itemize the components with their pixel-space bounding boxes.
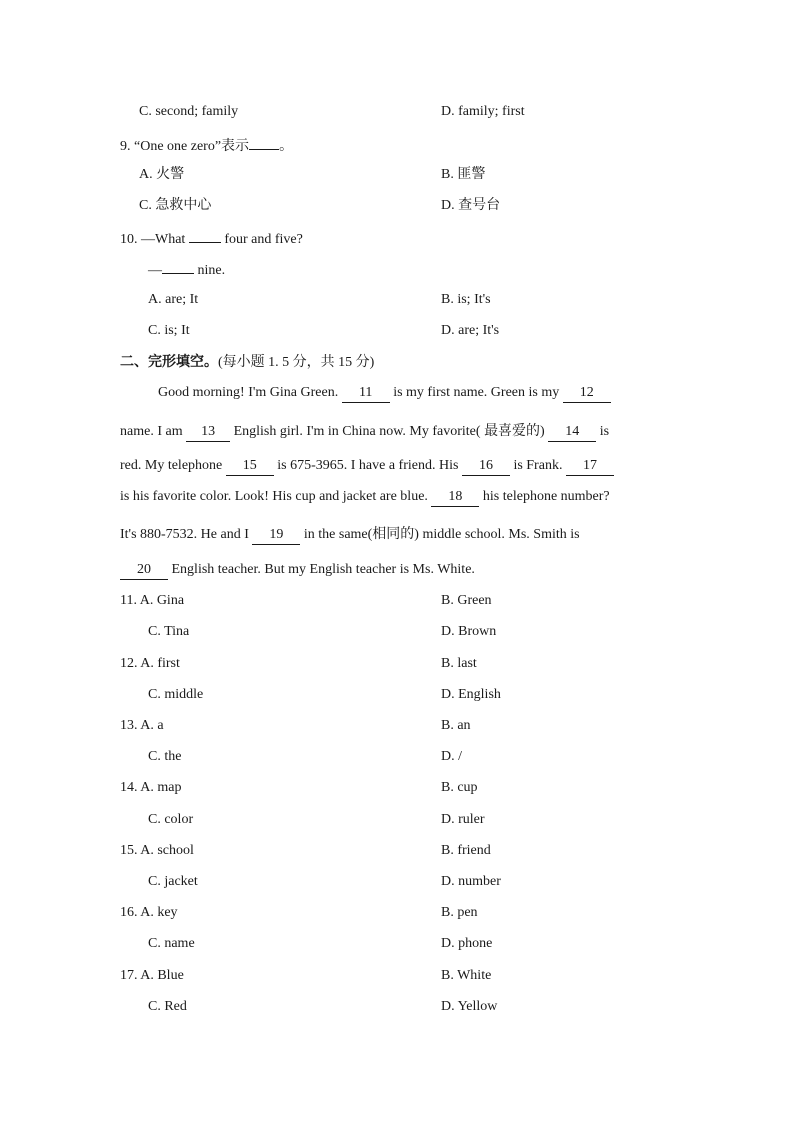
q10-option-a: A. are; It [148, 292, 199, 307]
q17-option-b: B. White [441, 968, 492, 983]
q10-stem-suffix: four and five? [220, 232, 303, 247]
passage-line-2 [120, 423, 609, 442]
q11-option-a: 11. A. Gina [120, 593, 185, 608]
q16-option-d: D. phone [441, 936, 493, 951]
cloze-blank-16: 16 [462, 457, 510, 476]
cloze-blank-15: 15 [226, 457, 274, 476]
q12-option-c: C. middle [148, 687, 204, 702]
section-title: 二、完形填空。 [120, 354, 218, 370]
q9-stem [120, 135, 293, 156]
q9-stem-suffix: 。 [279, 139, 294, 154]
q13-option-c: C. the [148, 749, 182, 764]
section-scoring-note: (每小题 1. 5 分，共 15 分) [218, 355, 375, 370]
passage-text: is 675-3965. I have a friend. His [273, 458, 462, 473]
q10-option-d: D. are; It's [441, 323, 500, 338]
q12-option-b: B. last [441, 656, 477, 671]
passage-line-4 [120, 488, 610, 507]
passage-text: Good morning! I'm Gina Green. [158, 385, 342, 400]
passage-text: in the same(相同的) middle school. Ms. Smith is [300, 527, 580, 542]
cloze-blank-12: 12 [563, 384, 611, 403]
q14-option-d: D. ruler [441, 812, 485, 827]
cloze-blank-13: 13 [186, 423, 230, 442]
q8-option-c: C. second; family [139, 104, 239, 119]
passage-text: his telephone number? [479, 489, 610, 504]
q10-answer-blank-1 [189, 228, 221, 243]
passage-text: red. My telephone [120, 458, 226, 473]
q15-option-c: C. jacket [148, 874, 198, 889]
q10-reply [148, 259, 225, 280]
q10-reply-suffix: nine. [194, 263, 226, 278]
q15-option-b: B. friend [441, 843, 491, 858]
q11-option-d: D. Brown [441, 624, 497, 639]
cloze-blank-20: 20 [120, 561, 168, 580]
passage-text: is [596, 424, 610, 439]
passage-line-1 [158, 384, 611, 403]
q10-stem [120, 228, 303, 249]
q17-option-c: C. Red [148, 999, 187, 1014]
q9-option-a: A. 火警 [139, 167, 185, 182]
q10-answer-blank-2 [162, 259, 194, 274]
passage-line-5 [120, 526, 580, 545]
q10-reply-prefix: — [148, 263, 162, 278]
q10-stem-prefix: 10. —What [120, 232, 189, 247]
q12-option-d: D. English [441, 687, 501, 702]
cloze-blank-18: 18 [431, 488, 479, 507]
q10-option-b: B. is; It's [441, 292, 491, 307]
q13-option-b: B. an [441, 718, 471, 733]
passage-text: is my first name. Green is my [389, 385, 563, 400]
passage-line-6 [120, 561, 475, 580]
passage-text: name. I am [120, 424, 187, 439]
q16-option-c: C. name [148, 936, 195, 951]
q14-option-b: B. cup [441, 780, 478, 795]
passage-text: English girl. I'm in China now. My favorite( 最喜爱的) [230, 424, 549, 439]
cloze-blank-14: 14 [548, 423, 596, 442]
q17-option-d: D. Yellow [441, 999, 498, 1014]
q12-option-a: 12. A. first [120, 656, 180, 671]
q14-option-a: 14. A. map [120, 780, 182, 795]
q11-option-b: B. Green [441, 593, 492, 608]
q8-option-d: D. family; first [441, 104, 525, 119]
q13-option-d: D. / [441, 749, 462, 764]
cloze-blank-17: 17 [566, 457, 614, 476]
q15-option-d: D. number [441, 874, 501, 889]
q16-option-a: 16. A. key [120, 905, 178, 920]
q16-option-b: B. pen [441, 905, 478, 920]
q10-option-c: C. is; It [148, 323, 190, 338]
passage-text: is his favorite color. Look! His cup and jacket are blue. [120, 489, 432, 504]
passage-text: English teacher. But my English teacher is Ms. White. [168, 562, 475, 577]
q9-option-d: D. 查号台 [441, 198, 501, 213]
q17-option-a: 17. A. Blue [120, 968, 184, 983]
passage-line-3 [120, 457, 614, 476]
section-heading [120, 353, 374, 372]
q11-option-c: C. Tina [148, 624, 190, 639]
q9-answer-blank [249, 135, 279, 150]
q9-option-c: C. 急救中心 [139, 198, 212, 213]
q9-stem-prefix: 9. “One one zero”表示 [120, 139, 250, 154]
q9-option-b: B. 匪警 [441, 167, 486, 182]
q15-option-a: 15. A. school [120, 843, 194, 858]
cloze-blank-19: 19 [252, 526, 300, 545]
q14-option-c: C. color [148, 812, 194, 827]
passage-text: It's 880-7532. He and I [120, 527, 253, 542]
cloze-blank-11: 11 [342, 384, 390, 403]
passage-text: is Frank. [509, 458, 566, 473]
q13-option-a: 13. A. a [120, 718, 164, 733]
